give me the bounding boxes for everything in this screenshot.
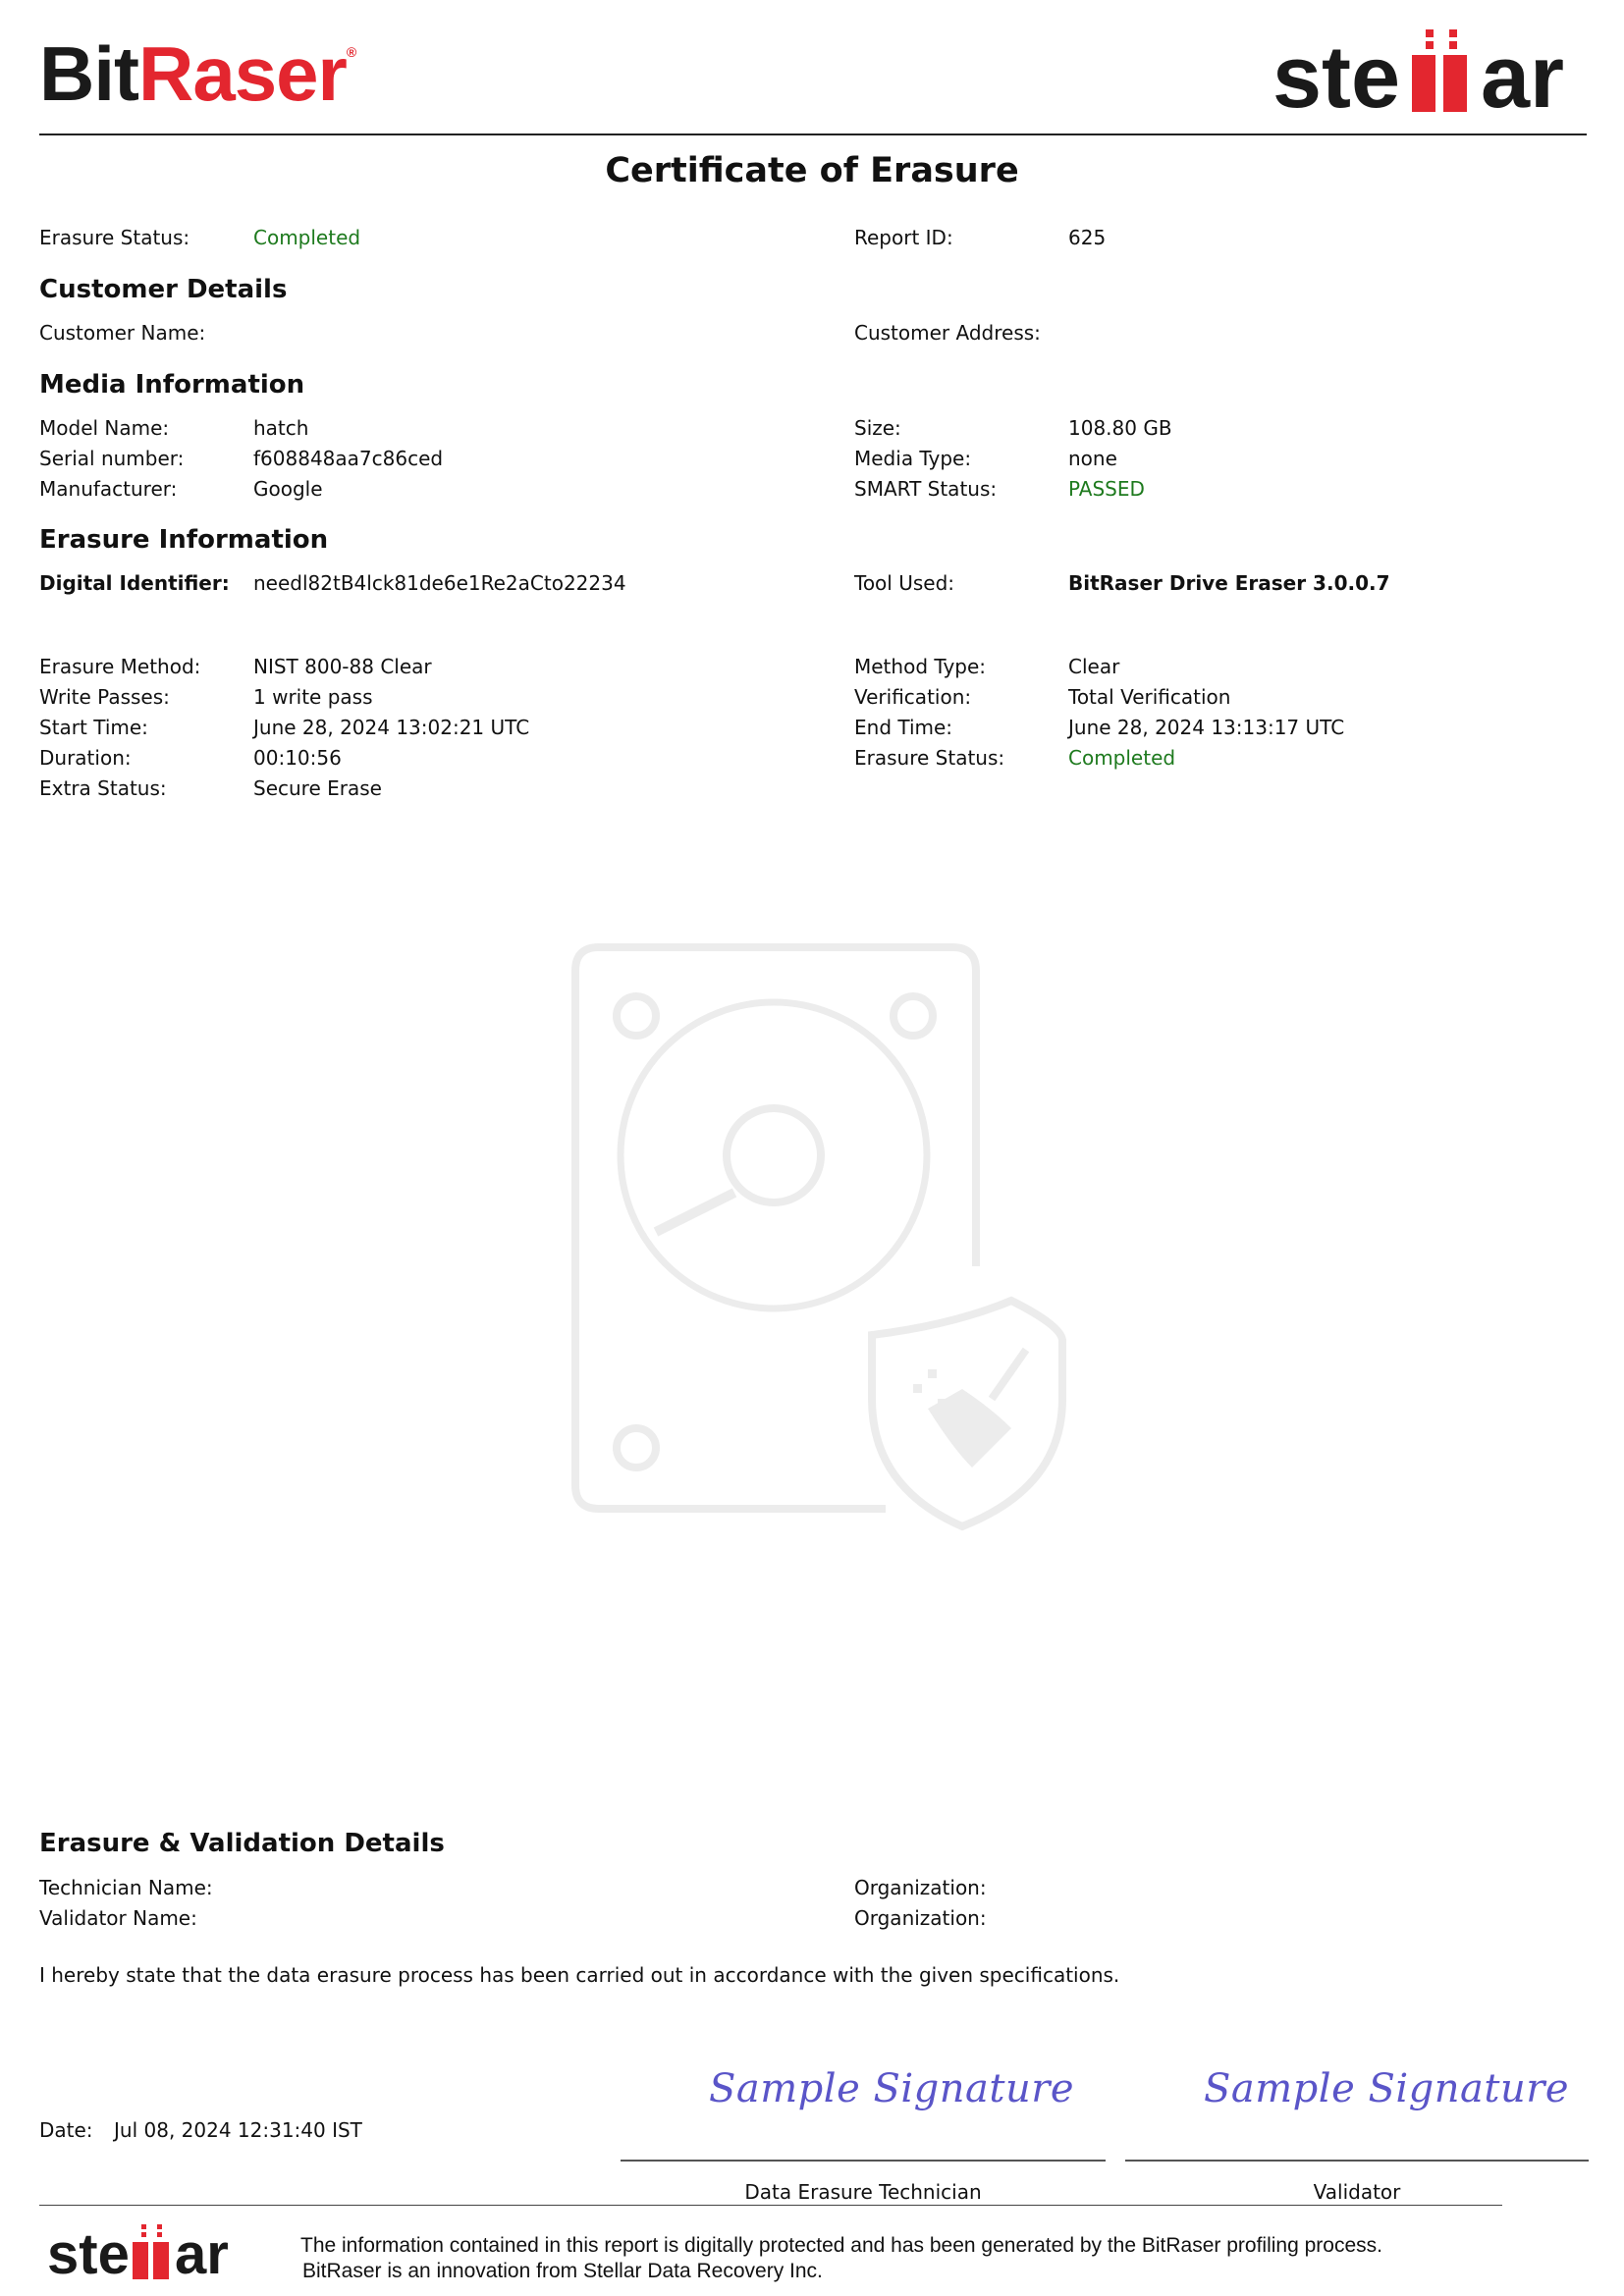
digital-identifier-value: needl82tB4lck81de6e1Re2aCto22234 (253, 571, 626, 595)
smart-status-label: SMART Status: (854, 477, 998, 501)
manufacturer-value: Google (253, 477, 323, 501)
model-name-label: Model Name: (39, 416, 170, 440)
erasure-status-value: Completed (253, 226, 361, 249)
technician-name-label: Technician Name: (39, 1876, 213, 1899)
validator-signature: Sample Signature (1204, 2066, 1570, 2111)
stellar-logo (1272, 28, 1597, 127)
method-type-label: Method Type: (854, 655, 987, 678)
report-id-value: 625 (1068, 226, 1107, 249)
erasure-status-2-label: Erasure Status: (854, 746, 1005, 770)
extra-status-label: Extra Status: (39, 776, 167, 800)
duration-label: Duration: (39, 746, 132, 770)
date-label: Date: (39, 2118, 93, 2142)
footer-rule (39, 2205, 1502, 2206)
logo-bit-text: Bit (39, 30, 138, 117)
end-time-value: June 28, 2024 13:13:17 UTC (1068, 716, 1345, 739)
erasure-status-label: Erasure Status: (39, 226, 190, 249)
size-value: 108.80 GB (1068, 416, 1172, 440)
extra-status-value: Secure Erase (253, 776, 382, 800)
verification-value: Total Verification (1068, 685, 1231, 709)
tool-used-label: Tool Used: (854, 571, 955, 595)
media-type-label: Media Type: (854, 447, 972, 470)
erasure-method-label: Erasure Method: (39, 655, 201, 678)
certificate-title: Certificate of Erasure (605, 151, 1019, 190)
customer-name-label: Customer Name: (39, 321, 206, 345)
duration-value: 00:10:56 (253, 746, 342, 770)
validator-role-label: Validator (1313, 2180, 1401, 2204)
media-heading: Media Information (39, 370, 305, 400)
footer-disclaimer-line-1: The information contained in this report is digitally protected and has been generated by the BitRaser profiling process. (300, 2234, 1382, 2257)
technician-role-label: Data Erasure Technician (744, 2180, 982, 2204)
hard-drive-watermark-icon (560, 937, 1070, 1536)
report-id-label: Report ID: (854, 226, 953, 249)
header-rule (39, 133, 1587, 135)
smart-status-value: PASSED (1068, 477, 1145, 501)
write-passes-label: Write Passes: (39, 685, 170, 709)
bitraser-logo (39, 30, 356, 117)
validation-heading: Erasure & Validation Details (39, 1829, 445, 1858)
end-time-label: End Time: (854, 716, 953, 739)
registered-mark: ® (346, 44, 356, 60)
validator-name-label: Validator Name: (39, 1906, 197, 1930)
erasure-method-value: NIST 800-88 Clear (253, 655, 432, 678)
declaration-statement: I hereby state that the data erasure process has been carried out in accordance with the given specifications. (39, 1963, 1120, 1987)
customer-heading: Customer Details (39, 275, 288, 304)
footer-disclaimer-line-2: BitRaser is an innovation from Stellar Data Recovery Inc. (302, 2260, 823, 2282)
serial-number-label: Serial number: (39, 447, 185, 470)
tool-used-value: BitRaser Drive Eraser 3.0.0.7 (1068, 571, 1390, 595)
erasure-status-2-value: Completed (1068, 746, 1176, 770)
write-passes-value: 1 write pass (253, 685, 373, 709)
customer-address-label: Customer Address: (854, 321, 1041, 345)
organization-label-1: Organization: (854, 1876, 987, 1899)
logo-raser-text: Raser (137, 30, 347, 117)
footer-logo-text-2: ar (175, 2222, 229, 2286)
media-type-value: none (1068, 447, 1117, 470)
verification-label: Verification: (854, 685, 972, 709)
validator-signature-line (1125, 2160, 1589, 2162)
footer-stellar-ll-mark-icon (132, 2224, 173, 2281)
stellar-ll-mark-icon (1410, 29, 1475, 114)
footer-logo-text-1: ste (47, 2222, 130, 2286)
technician-signature: Sample Signature (709, 2066, 1075, 2111)
model-name-value: hatch (253, 416, 309, 440)
erasure-heading: Erasure Information (39, 525, 329, 555)
manufacturer-label: Manufacturer: (39, 477, 178, 501)
method-type-value: Clear (1068, 655, 1120, 678)
serial-number-value: f608848aa7c86ced (253, 447, 444, 470)
organization-label-2: Organization: (854, 1906, 987, 1930)
start-time-label: Start Time: (39, 716, 148, 739)
footer-stellar-logo (47, 2220, 244, 2287)
date-value: Jul 08, 2024 12:31:40 IST (114, 2118, 362, 2142)
size-label: Size: (854, 416, 901, 440)
digital-identifier-label: Digital Identifier: (39, 571, 230, 595)
technician-signature-line (621, 2160, 1106, 2162)
stellar-logo-text-2: ar (1481, 28, 1565, 127)
shield-broom-icon (872, 1301, 1062, 1526)
stellar-logo-text-1: ste (1272, 28, 1401, 127)
start-time-value: June 28, 2024 13:02:21 UTC (253, 716, 530, 739)
